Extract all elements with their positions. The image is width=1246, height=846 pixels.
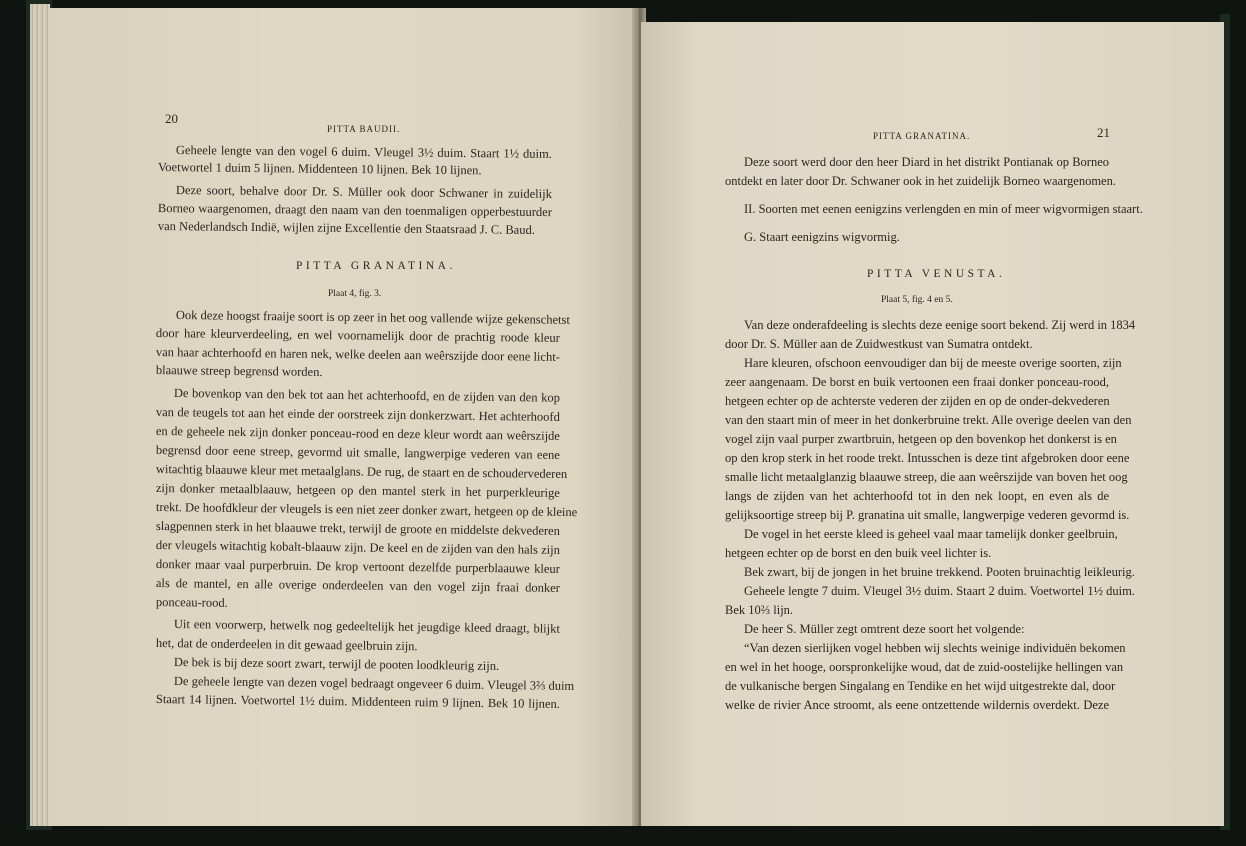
text-line: Bek zwart, bij de jongen in het bruine trekkend. Pooten bruinachtig leikleurig. [744, 565, 1135, 579]
text-line: Deze soort werd door den heer Diard in het distrikt Pontianak op Borneo [744, 155, 1109, 169]
text-line: Hare kleuren, ofschoon eenvoudiger dan bij de meeste overige soorten, zijn [744, 356, 1122, 370]
text-line: Voetwortel 1 duim 5 lijnen. Middenteen 10 lijnen. Bek 10 lijnen. [157, 160, 482, 178]
text-line: blaauwe streep begrensd worden. [155, 363, 323, 380]
text-line: welke de rivier Ance stroomt, als eene ontzettende wildernis overdekt. Deze [725, 698, 1109, 712]
text-line: De vogel in het eerste kleed is geheel vaal maar tamelijk donker geelbruin, [744, 527, 1118, 541]
left-page [48, 8, 636, 826]
text-line: witachtig blaauwe kleur met metaalglans. De rug, de staart en de schoudervederen [155, 462, 568, 482]
text-line: op den krop sterk in het roode trekt. Intusschen is deze tint afgebroken door eene [725, 451, 1130, 465]
text-line: der vleugels witachtig kobalt-blaauw zijn. De keel en de zijden van den hals zijn [155, 538, 560, 557]
text-line: langs de zijden van het achterhoofd tot in den nek loopt, en even als de [725, 489, 1109, 503]
text-line: smalle licht metaalglanzig blaauwe streep, die aan weêrszijde van boven het oog [725, 470, 1128, 484]
running-head: PITTA BAUDII. [327, 124, 401, 134]
text-line: van de teugels tot aan het einde der oorstreek zijn donkerzwart. Het achterhoofd [155, 405, 560, 424]
running-head: PITTA GRANATINA. [873, 131, 971, 141]
text-line: Ook deze hoogst fraaije soort is op zeer in het oog vallende wijze gekenschetst [175, 308, 570, 327]
text-line: II. Soorten met eenen eenigzins verlengden en min of meer wigvormigen staart. [744, 202, 1143, 216]
text-line: trekt. De hoofdkleur der vleugels is een niet zeer donker zwart, hetgeen op de kleine [155, 500, 578, 520]
page-number: 20 [165, 111, 178, 126]
text-line: door hare kleurverdeeling, en wel voornamelijk door de prachtig roode kleur [155, 326, 560, 345]
text-line: van den staart min of meer in het donkerbruine trekt. Alle overige deelen van den [725, 413, 1132, 427]
text-line: als de mantel, en alle overige onderdeelen van den vogel zijn fraai donker [155, 576, 560, 595]
text-line: van Nederlandsch Indië, wijlen zijne Excellentie den Staatsraad J. C. Baud. [157, 219, 535, 237]
text-line: zeer aangenaam. De borst en buik vertoonen een fraai donker ponceau-rood, [725, 375, 1109, 389]
page-number: 21 [1097, 125, 1110, 140]
plate-reference: Plaat 4, fig. 3. [328, 289, 382, 299]
section-title: PITTA GRANATINA. [296, 260, 456, 272]
text-line: vogel zijn vaal purper zwartbruin, hetgeen op den bovenkop het donkerst is en [725, 432, 1117, 446]
text-line: hetgeen echter op de achterste vederen der zijden en op de onder-dekvederen [725, 394, 1110, 408]
text-line: hetgeen echter op de borst en den buik veel lichter is. [725, 546, 992, 560]
text-line: donker maar vaal purperbruin. De krop vertoont dezelfde purperblaauwe kleur [155, 557, 560, 576]
text-line: door Dr. S. Müller aan de Zuidwestkust van Sumatra ontdekt. [725, 337, 1033, 351]
text-line: ponceau-rood. [155, 595, 228, 610]
right-page [641, 22, 1224, 826]
text-line: Geheele lengte van den vogel 6 duim. Vleugel 3½ duim. Staart 1½ duim. [175, 143, 552, 161]
text-line: en de geheele nek zijn donker ponceau-rood en deze kleur wordt aan weêrszijde [155, 424, 560, 443]
text-line: De geheele lengte van dezen vogel bedraagt ongeveer 6 duim. Vleugel 3⅔ duim [173, 674, 575, 693]
text-line: Bek 10⅔ lijn. [725, 603, 794, 617]
text-line: Staart 14 lijnen. Voetwortel 1½ duim. Middenteen ruim 9 lijnen. Bek 10 lijnen. [155, 692, 560, 711]
text-line: gelijksoortige streep bij P. granatina uit smalle, langwerpige vederen gevormd is. [725, 508, 1130, 522]
text-line: Van deze onderafdeeling is slechts deze eenige soort bekend. Zij werd in 1834 [744, 318, 1136, 332]
plate-reference: Plaat 5, fig. 4 en 5. [881, 295, 953, 305]
text-line: slagpennen sterk in het blaauwe trekt, terwijl de groote en middelste dekvederen [155, 519, 560, 538]
text-line: “Van dezen sierlijken vogel hebben wij slechts weinige individuën bekomen [744, 641, 1126, 655]
text-line: Uit een voorwerp, hetwelk nog gedeeltelijk het jeugdige kleed draagt, blijkt [173, 617, 560, 636]
text-line: Borneo waargenomen, draagt den naam van den toenmaligen opperbestuurder [157, 201, 552, 220]
text-line: ontdekt en later door Dr. Schwaner ook in het zuidelijk Borneo waargenomen. [725, 174, 1116, 188]
text-line: G. Staart eenigzins wigvormig. [744, 230, 900, 244]
page-stack-edges [30, 4, 50, 826]
text-line: De bek is bij deze soort zwart, terwijl de pooten loodkleurig zijn. [173, 655, 500, 673]
text-line: en wel in het hooge, oorspronkelijke woud, dat de zuid-oostelijke hellingen van [725, 660, 1124, 674]
text-line: zijn donker metaalblaauw, hetgeen op den mantel sterk in het purperkleurige [155, 481, 560, 500]
text-line: het, dat de onderdeelen in dit gewaad geelbruin zijn. [155, 636, 418, 654]
text-line: van haar achterhoofd en haren nek, welke deelen aan weêrszijde door eene licht- [155, 345, 560, 364]
text-line: De heer S. Müller zegt omtrent deze soort het volgende: [744, 622, 1025, 636]
text-line: begrensd door eene streep, gevormd uit smalle, langwerpige vederen van eene [155, 443, 560, 462]
section-title: PITTA VENUSTA. [867, 268, 1006, 280]
text-line: de vulkanische bergen Singalang en Tendike en het wijd uitgestrekte dal, door [725, 679, 1116, 693]
text-line: De bovenkop van den bek tot aan het achterhoofd, en de zijden van den kop [173, 386, 560, 405]
text-line: Geheele lengte 7 duim. Vleugel 3½ duim. Staart 2 duim. Voetwortel 1½ duim. [744, 584, 1135, 598]
text-line: Deze soort, behalve door Dr. S. Müller ook door Schwaner in zuidelijk [175, 183, 552, 201]
